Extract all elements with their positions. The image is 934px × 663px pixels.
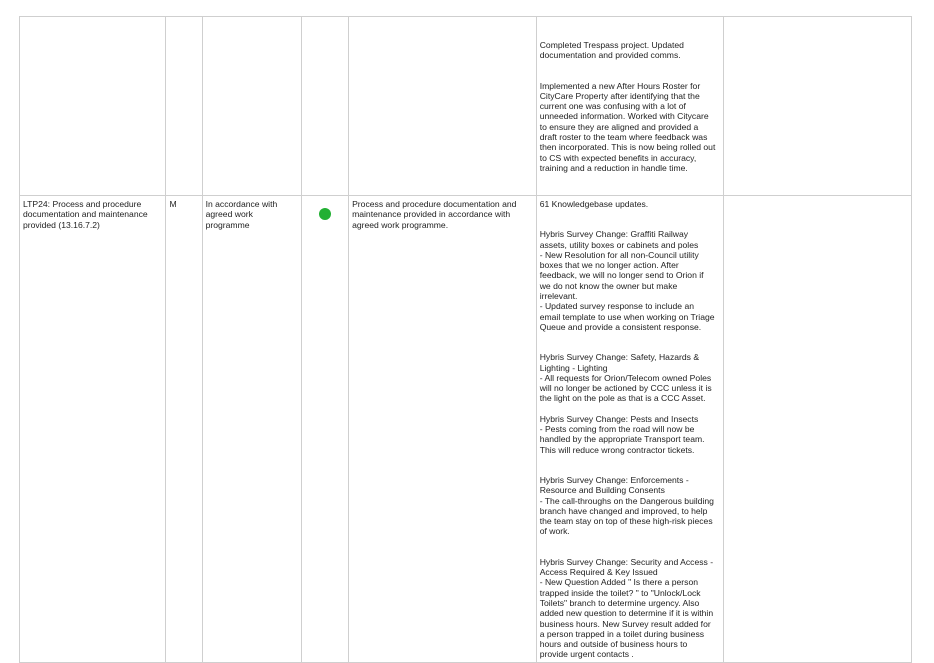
notes-cell xyxy=(724,196,912,663)
type-cell xyxy=(166,17,202,196)
comments-cell xyxy=(536,196,724,663)
status-cell xyxy=(301,196,348,663)
comment-paragraph: Hybris Survey Change: Enforcements - Resource and Building Consents - The call-throughs on the Dangerous building branch have changed and improved, to help the team stay on top of these high-risk pieces of work. xyxy=(539,474,714,537)
description-cell: Process and procedure documentation and maintenance provided in accordance with agreed work programme. xyxy=(349,196,537,663)
status-indicator-dot xyxy=(319,208,331,220)
notes-cell xyxy=(724,17,912,196)
report-page xyxy=(19,16,912,663)
comment-paragraph: Hybris Survey Change: Pests and Insects - Pests coming from the road will now be handled by the appropriate Transport team. This will reduce wrong contractor tickets. xyxy=(539,413,705,455)
type-cell: M xyxy=(166,196,202,663)
comment-paragraph: Completed Trespass project. Updated documentation and provided comms. xyxy=(539,40,684,61)
comment-paragraph: Implemented a new After Hours Roster for CityCare Property after identifying that the current one was confusing with a lot of unneeded information. Worked with Citycare to ensure they are aligned and provided a draft roster to the team where feedback was then incorporated. This is now being rolled out to CS with expected benefits in accuracy, training and a reduction in handle time. xyxy=(539,80,716,173)
performance-table xyxy=(19,16,912,663)
measure-cell xyxy=(20,17,166,196)
comment-paragraph: Hybris Survey Change: Graffiti Railway assets, utility boxes or cabinets and poles - New Resolution for all non-Council utility boxes that we no longer action. After feedback, we will no longer send to Orion if we do not know the owner but make irrelevant. - Updated survey response to include an email template to use when working on Triage Queue and provide a consistent response. xyxy=(539,229,715,332)
target-cell: In accordance with agreed work programme xyxy=(202,196,301,663)
comment-paragraph: Hybris Survey Change: Safety, Hazards & Lighting - Lighting - All requests for Orion/Telecom owned Poles will no longer be actioned by CCC unless it is the light on the pole as that is a CCC Asset. xyxy=(539,352,712,404)
target-cell xyxy=(202,17,301,196)
comment-paragraph: Hybris Survey Change: Security and Access - Access Required & Key Issued - New Question Added " Is there a person trapped inside the toilet? " to "Unlock/Lock Toilets" branch to determine urgency. Also added new question to determine if it is within business hours. New Survey result added for a person trapped in a toilet during business hours and outside of business hours to provide urgent contacts . xyxy=(539,556,714,660)
description-cell xyxy=(349,17,537,196)
table-row xyxy=(20,17,912,196)
measure-cell: LTP24: Process and procedure documentation and maintenance provided (13.16.7.2) xyxy=(20,196,166,663)
comment-paragraph: 61 Knowledgebase updates. xyxy=(539,199,649,209)
status-cell xyxy=(301,17,348,196)
comments-cell xyxy=(536,17,724,196)
table-row xyxy=(20,196,912,663)
